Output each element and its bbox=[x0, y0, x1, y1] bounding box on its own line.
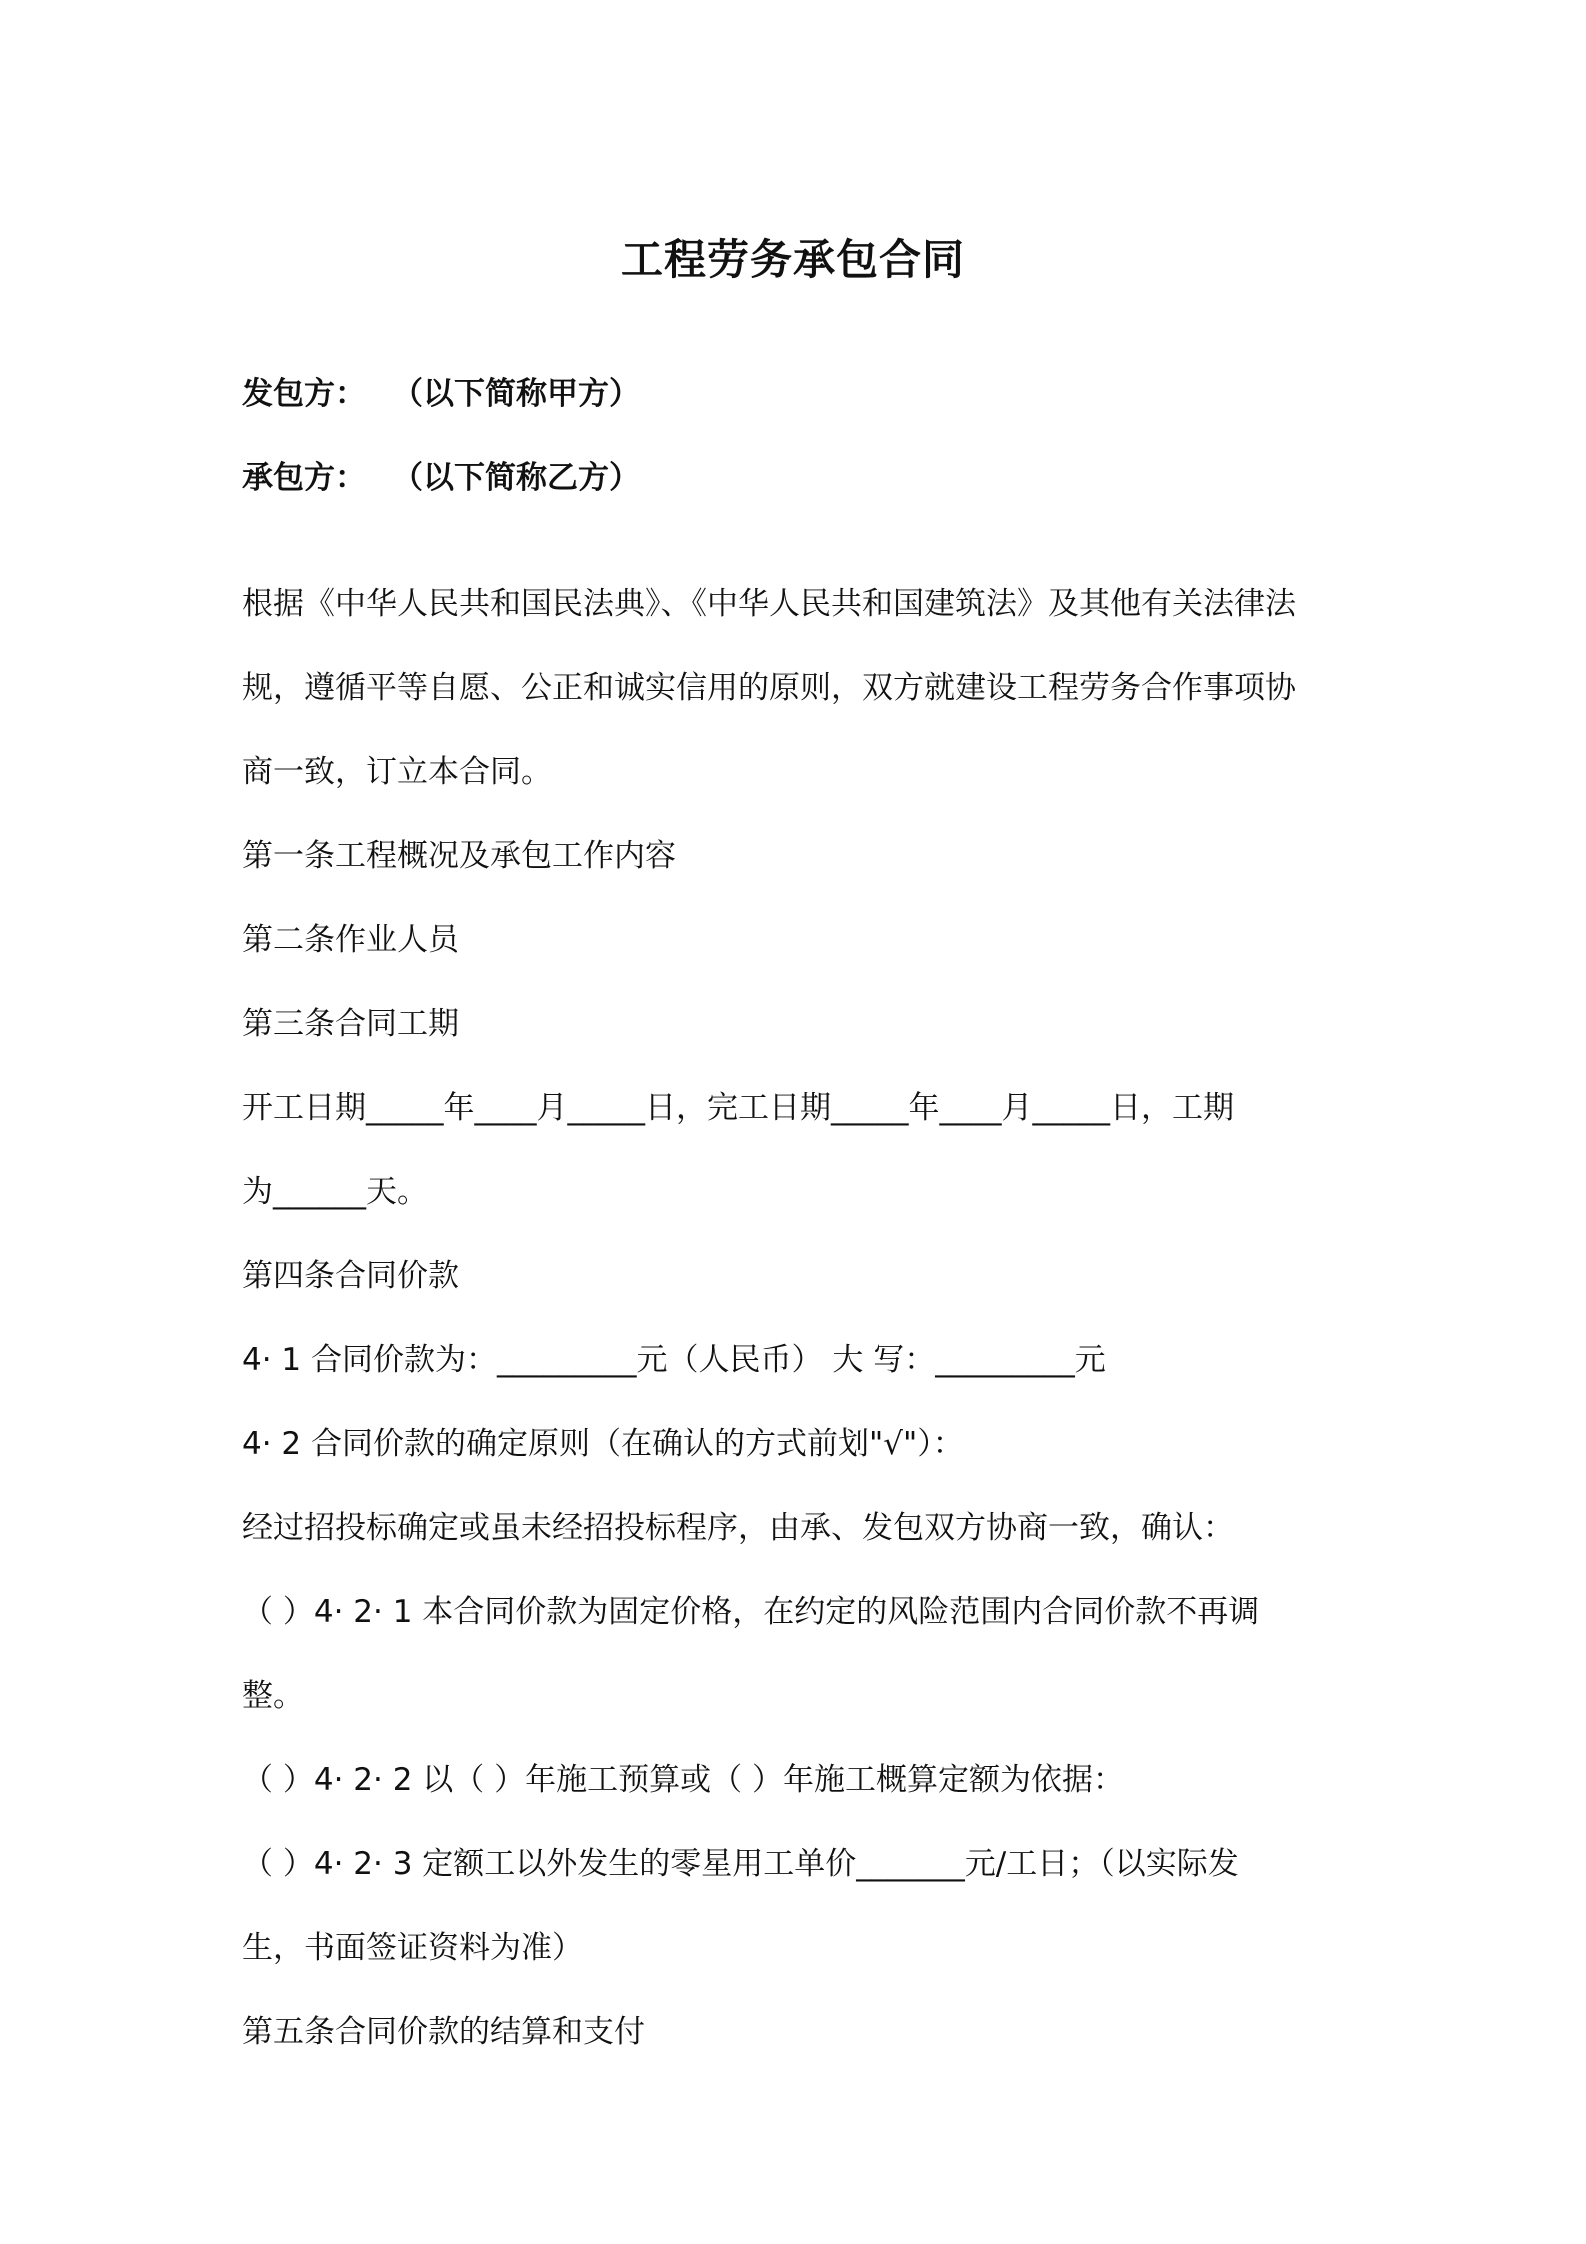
party-contractor bbox=[242, 458, 1362, 498]
section-heading: 第二条作业人员 bbox=[242, 922, 459, 958]
body-line: 生，书面签证资料为准） bbox=[242, 1930, 583, 1966]
party-employer-label: 发包方： bbox=[242, 376, 366, 412]
document-title: 工程劳务承包合同 bbox=[620, 235, 965, 284]
section-heading: 第五条合同价款的结算和支付 bbox=[242, 2014, 645, 2050]
body-line: 根据《中华人民共和国民法典》、《中华人民共和国建筑法》及其他有关法律法 bbox=[242, 586, 1296, 622]
body-line: 开工日期_____年____月_____日，完工日期_____年____月_____日，工期 bbox=[242, 1090, 1234, 1126]
party-employer-note: （以下简称甲方） bbox=[392, 376, 640, 412]
body-line: 4· 1 合同价款为：_________元（人民币） 大 写：_________元 bbox=[242, 1342, 1106, 1378]
body-line: 4· 2 合同价款的确定原则（在确认的方式前划"√"）： bbox=[242, 1426, 964, 1462]
body-line: （ ）4· 2· 1 本合同价款为固定价格，在约定的风险范围内合同价款不再调 bbox=[242, 1594, 1260, 1630]
party-contractor-note: （以下简称乙方） bbox=[392, 460, 640, 496]
body-line: 商一致，订立本合同。 bbox=[242, 754, 552, 790]
body-line: 经过招投标确定或虽未经招投标程序，由承、发包双方协商一致，确认： bbox=[242, 1510, 1234, 1546]
party-employer bbox=[242, 374, 1362, 414]
section-heading: 第一条工程概况及承包工作内容 bbox=[242, 838, 676, 874]
section-heading: 第三条合同工期 bbox=[242, 1006, 459, 1042]
body-line: （ ）4· 2· 3 定额工以外发生的零星用工单价_______元/工日；（以实际发 bbox=[242, 1846, 1239, 1882]
body-line: 为______天。 bbox=[242, 1174, 428, 1210]
body-line: 规，遵循平等自愿、公正和诚实信用的原则，双方就建设工程劳务合作事项协 bbox=[242, 670, 1296, 706]
body-line: （ ）4· 2· 2 以（ ）年施工预算或（ ）年施工概算定额为依据： bbox=[242, 1762, 1124, 1798]
body-line: 整。 bbox=[242, 1678, 304, 1714]
party-contractor-label: 承包方： bbox=[242, 460, 366, 496]
section-heading: 第四条合同价款 bbox=[242, 1258, 459, 1294]
